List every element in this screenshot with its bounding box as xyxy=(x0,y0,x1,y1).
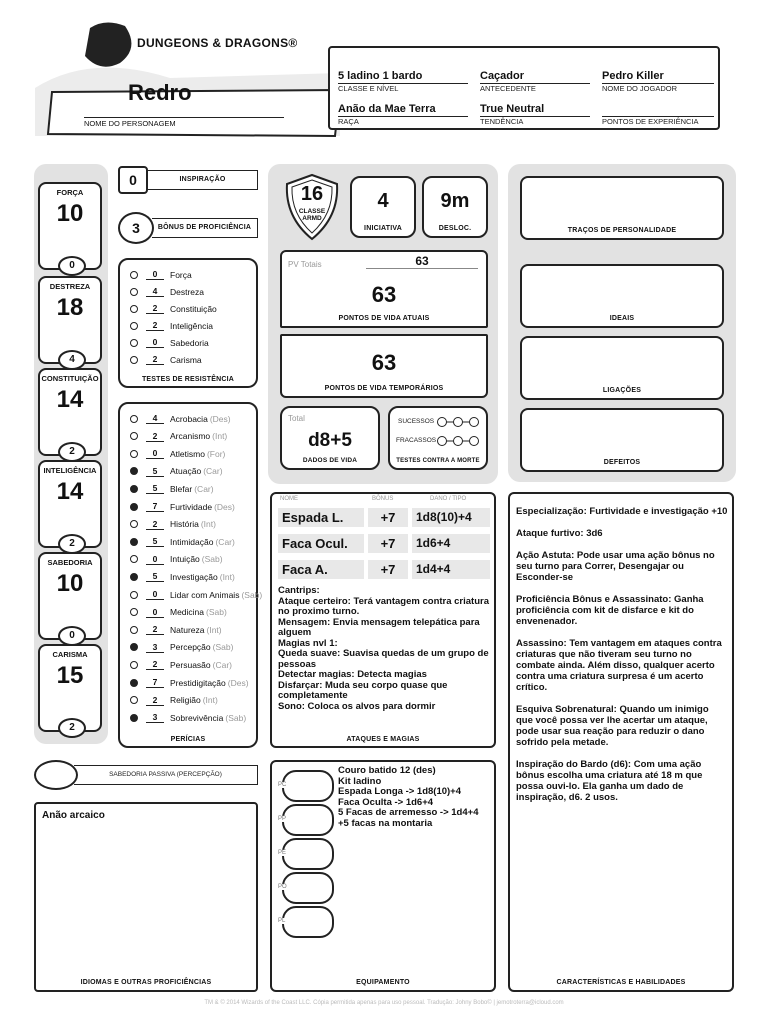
attack-name[interactable]: Espada L. xyxy=(278,508,364,527)
footer-text: TM & © 2014 Wizards of the Coast LLC. Cópia permitida apenas para uso pessoal. Tradução: Johny Bobo© | jemotroterra@icloud.com xyxy=(204,1000,564,1006)
skills-title: PERÍCIAS xyxy=(170,736,206,743)
skill-value: 5 xyxy=(146,483,164,494)
skill-value: 3 xyxy=(146,642,164,653)
ability-charisma[interactable] xyxy=(38,644,102,732)
coin-cp[interactable] xyxy=(278,770,334,802)
skill-ability: (Int) xyxy=(202,695,218,706)
saving-throw-value: 2 xyxy=(146,320,164,331)
hit-points-temporary[interactable] xyxy=(280,334,488,398)
skill-name: Prestidigitação xyxy=(170,677,226,688)
inspiration-label: INSPIRAÇÃO xyxy=(148,170,258,190)
equipment-text[interactable]: Couro batido 12 (des) Kit ladino Espada Longa -> 1d8(10)+4 Faca Oculta -> 1d6+4 5 Facas de arremesso -> 1d4+4 +5 facas na montaria xyxy=(338,765,479,829)
languages-text[interactable]: Anão arcaico xyxy=(42,810,105,821)
skill-value: 2 xyxy=(146,695,164,706)
ability-modifier: 0 xyxy=(58,256,86,276)
ability-modifier: 0 xyxy=(58,626,86,646)
skill-row[interactable] xyxy=(120,604,256,621)
skill-row[interactable] xyxy=(120,516,256,533)
hp-temp-label: PONTOS DE VIDA TEMPORÁRIOS xyxy=(324,385,444,392)
inspiration-value[interactable]: 0 xyxy=(118,166,148,194)
skill-row[interactable] xyxy=(120,674,256,691)
attacks-col-bonus: BÔNUS xyxy=(372,496,394,502)
flaws[interactable] xyxy=(520,408,724,472)
proficiency-dot[interactable] xyxy=(130,322,138,330)
attack-damage[interactable]: 1d6+4 xyxy=(412,534,490,553)
proficiency-dot[interactable] xyxy=(130,467,138,475)
proficiency-dot[interactable] xyxy=(130,520,138,528)
ability-constitution[interactable] xyxy=(38,368,102,456)
ability-intelligence[interactable] xyxy=(38,460,102,548)
race-label: RAÇA xyxy=(338,116,468,126)
skill-value: 7 xyxy=(146,501,164,512)
features-traits[interactable] xyxy=(508,492,734,992)
armor-class-value[interactable]: 16 xyxy=(300,183,324,205)
saving-throw-name: Carisma xyxy=(170,354,202,365)
initiative-label: INICIATIVA xyxy=(364,225,402,232)
skill-value: 4 xyxy=(146,413,164,424)
skill-row[interactable] xyxy=(120,463,256,480)
skill-name: Religião xyxy=(170,695,201,706)
skill-name: Percepção xyxy=(170,642,211,653)
attack-bonus[interactable]: +7 xyxy=(368,560,408,579)
saving-throw-row[interactable] xyxy=(120,266,256,283)
skill-row[interactable] xyxy=(120,692,256,709)
character-name[interactable]: Redro xyxy=(128,80,192,105)
character-info-box xyxy=(328,46,720,130)
saving-throw-value: 4 xyxy=(146,286,164,297)
personality-traits[interactable] xyxy=(520,176,724,240)
skill-row[interactable] xyxy=(120,410,256,427)
saving-throw-name: Constituição xyxy=(170,303,217,314)
skill-name: Atletismo xyxy=(170,448,205,459)
attacks-col-name: NOME xyxy=(280,496,298,502)
proficiency-dot[interactable] xyxy=(130,643,138,651)
skill-value: 0 xyxy=(146,607,164,618)
ability-score[interactable]: 10 xyxy=(56,200,84,227)
passive-perception-label: SABEDORIA PASSIVA (PERCEPÇÃO) xyxy=(74,765,258,785)
skill-name: Medicina xyxy=(170,607,205,618)
skill-name: Persuasão xyxy=(170,659,211,670)
proficiency-dot[interactable] xyxy=(130,679,138,687)
bonds-label: LIGAÇÕES xyxy=(602,387,642,394)
proficiency-dot[interactable] xyxy=(130,714,138,722)
proficiency-dot[interactable] xyxy=(130,450,138,458)
ability-strength[interactable] xyxy=(38,182,102,270)
coin-label: PO xyxy=(278,884,287,890)
player-name-label: NOME DO JOGADOR xyxy=(602,83,714,93)
skill-row[interactable] xyxy=(120,445,256,462)
proficiency-dot[interactable] xyxy=(130,305,138,313)
skill-value: 0 xyxy=(146,448,164,459)
saving-throw-row[interactable] xyxy=(120,283,256,300)
skill-row[interactable] xyxy=(120,568,256,585)
ideals-label: IDEAIS xyxy=(609,315,635,322)
ability-label: INTELIGÊNCIA xyxy=(43,466,97,475)
skill-row[interactable] xyxy=(120,586,263,603)
hit-dice-label: DADOS DE VIDA xyxy=(302,457,358,464)
skill-row[interactable] xyxy=(120,621,256,638)
attack-damage[interactable]: 1d4+4 xyxy=(412,560,490,579)
skill-ability: (Des) xyxy=(227,677,249,688)
saving-throw-row[interactable] xyxy=(120,317,256,334)
attack-bonus[interactable]: +7 xyxy=(368,508,408,527)
attack-name[interactable]: Faca Ocul. xyxy=(278,534,364,553)
passive-perception xyxy=(34,760,258,790)
skill-row[interactable] xyxy=(120,709,256,726)
skill-ability: (Int) xyxy=(206,624,222,635)
coin-pp[interactable] xyxy=(278,906,334,938)
hp-current-label: PONTOS DE VIDA ATUAIS xyxy=(338,315,430,322)
hp-max-label: PV Totais xyxy=(288,260,322,269)
ability-score[interactable]: 18 xyxy=(56,294,84,321)
ability-score[interactable]: 14 xyxy=(56,386,84,413)
player-name[interactable]: Pedro Killer xyxy=(602,70,664,82)
proficiency-dot[interactable] xyxy=(130,626,138,634)
saving-throw-name: Inteligência xyxy=(170,320,214,331)
saving-throw-value: 2 xyxy=(146,354,164,365)
coin-sp[interactable] xyxy=(278,804,334,836)
saving-throws-title: TESTES DE RESISTÊNCIA xyxy=(141,376,235,383)
ability-label: FORÇA xyxy=(56,188,84,197)
skill-name: Investigação xyxy=(170,571,218,582)
xp-label: PONTOS DE EXPERIÊNCIA xyxy=(602,116,714,126)
skill-value: 2 xyxy=(146,431,164,442)
death-saves-label: TESTES CONTRA A MORTE xyxy=(396,458,480,464)
skill-name: Atuação xyxy=(170,466,202,477)
skill-name: Blefar xyxy=(170,483,193,494)
saving-throw-row[interactable] xyxy=(120,334,256,351)
skill-value: 2 xyxy=(146,624,164,635)
death-save-success-checkboxes[interactable] xyxy=(436,416,480,428)
ability-modifier: 2 xyxy=(58,718,86,738)
proficiency-bonus xyxy=(118,212,258,244)
death-saves-success-label: SUCESSOS xyxy=(398,418,435,425)
skill-ability: (Int) xyxy=(200,519,216,530)
proficiency-dot[interactable] xyxy=(130,573,138,581)
skill-ability: (Sab) xyxy=(241,589,263,600)
features-text[interactable]: Especialização: Furtividade e investigação +10 Ataque furtivo: 3d6 Ação Astuta: Pode usar uma ação bônus no seu turno para Correr, Desengajar ou Esconder-se Proficiência Bônus e Assassinato: Ganha proficiência com kit de disfarce e kit do envenenador. Assassino: Tem vantagem em ataques contra criaturas que não tiveram seu turno no combate ainda. Além disso, qualquer acerto contra uma criatura surpresa é um acerto crítico. Esquiva Sobrenatural: Quando um inimigo que você possa ver lhe acertar um ataque, pode usar sua reação para reduzir o dano sofrido pela metade. Inspiração do Bardo (d6): Com uma ação bônus escolha uma criatura até 18 m que possa ouvi-lo. Ela ganha um dado de inspiração, d6. 2 usos. xyxy=(516,506,728,803)
hit-dice[interactable] xyxy=(280,406,380,470)
coin-ep[interactable] xyxy=(278,838,334,870)
race[interactable]: Anão da Mae Terra xyxy=(338,103,436,115)
coin-gp[interactable] xyxy=(278,872,334,904)
saving-throw-name: Força xyxy=(170,269,192,280)
skill-row[interactable] xyxy=(120,498,256,515)
passive-perception-value[interactable] xyxy=(34,760,78,790)
speed-value[interactable]: 9m xyxy=(440,190,470,212)
skill-ability: (Int) xyxy=(212,431,228,442)
saving-throw-row[interactable] xyxy=(120,351,256,368)
skill-row[interactable] xyxy=(120,551,256,568)
skill-value: 7 xyxy=(146,677,164,688)
saving-throws xyxy=(118,258,258,388)
ability-label: CONSTITUIÇÃO xyxy=(41,374,99,383)
skill-name: Intuição xyxy=(170,554,200,565)
ideals[interactable] xyxy=(520,264,724,328)
skill-name: Lidar com Animais xyxy=(170,589,240,600)
saving-throw-row[interactable] xyxy=(120,300,256,317)
skill-value: 5 xyxy=(146,466,164,477)
features-label: CARACTERÍSTICAS E HABILIDADES xyxy=(556,979,686,986)
ability-wisdom[interactable] xyxy=(38,552,102,640)
character-name-label: NOME DO PERSONAGEM xyxy=(84,117,284,128)
saving-throw-value: 0 xyxy=(146,337,164,348)
ability-modifier: 2 xyxy=(58,442,86,462)
proficiency-dot[interactable] xyxy=(130,356,138,364)
flaws-label: DEFEITOS xyxy=(603,459,641,466)
hit-points-current[interactable] xyxy=(280,250,488,328)
proficiency-dot[interactable] xyxy=(130,415,138,423)
skill-name: Sobrevivência xyxy=(170,712,224,723)
proficiency-dot[interactable] xyxy=(130,503,138,511)
skill-ability: (Car) xyxy=(212,659,232,670)
ability-label: DESTREZA xyxy=(49,282,91,291)
ability-score[interactable]: 10 xyxy=(56,570,84,597)
proficiency-dot[interactable] xyxy=(130,432,138,440)
skill-row[interactable] xyxy=(120,656,256,673)
proficiency-dot[interactable] xyxy=(130,555,138,563)
ability-label: SABEDORIA xyxy=(47,558,93,567)
proficiency-dot[interactable] xyxy=(130,485,138,493)
skill-row[interactable] xyxy=(120,639,256,656)
skill-value: 3 xyxy=(146,712,164,723)
proficiency-dot[interactable] xyxy=(130,608,138,616)
skill-name: Arcanismo xyxy=(170,431,211,442)
skill-ability: (Int) xyxy=(219,571,235,582)
skill-ability: (Sab) xyxy=(225,712,247,723)
skill-ability: (Car) xyxy=(215,536,235,547)
coin-label: PP xyxy=(278,816,287,822)
attacks-col-damage: DANO / TIPO xyxy=(430,496,467,502)
death-saves-fail-label: FRACASSOS xyxy=(396,437,437,444)
coin-label: PC xyxy=(278,782,287,788)
saving-throw-value: 2 xyxy=(146,303,164,314)
alignment[interactable]: True Neutral xyxy=(480,103,545,115)
coin-label: PL xyxy=(278,918,286,924)
skill-value: 5 xyxy=(146,536,164,547)
skill-ability: (Des) xyxy=(209,413,231,424)
skill-ability: (For) xyxy=(206,448,226,459)
initiative-value[interactable]: 4 xyxy=(377,190,389,212)
coin-label: PE xyxy=(278,850,287,856)
proficiency-dot[interactable] xyxy=(130,271,138,279)
background-label: ANTECEDENTE xyxy=(480,83,590,93)
skill-row[interactable] xyxy=(120,533,256,550)
proficiency-label: BÔNUS DE PROFICIÊNCIA xyxy=(152,218,258,238)
skill-ability: (Des) xyxy=(214,501,235,512)
proficiency-dot[interactable] xyxy=(130,288,138,296)
bonds[interactable] xyxy=(520,336,724,400)
initiative[interactable] xyxy=(350,176,416,238)
skill-name: Natureza xyxy=(170,624,205,635)
saving-throw-value: 0 xyxy=(146,269,164,280)
proficiency-dot[interactable] xyxy=(130,538,138,546)
saving-throw-name: Sabedoria xyxy=(170,337,209,348)
hp-temp-value[interactable]: 63 xyxy=(371,350,397,375)
proficiency-dot[interactable] xyxy=(130,339,138,347)
hit-dice-value[interactable]: d8+5 xyxy=(308,430,352,451)
attacks-spells xyxy=(270,492,496,748)
skill-name: Intimidação xyxy=(170,536,214,547)
proficiency-value[interactable]: 3 xyxy=(118,212,154,244)
skill-ability: (Sab) xyxy=(206,607,227,618)
skill-name: Acrobacia xyxy=(170,413,208,424)
skill-name: História xyxy=(170,519,199,530)
death-save-fail-checkboxes[interactable] xyxy=(436,435,480,447)
ability-label: CARISMA xyxy=(52,650,88,659)
skill-ability: (Car) xyxy=(194,483,214,494)
class-level-label: CLASSE E NÍVEL xyxy=(338,83,468,93)
saving-throw-name: Destreza xyxy=(170,286,205,297)
ability-modifier: 4 xyxy=(58,350,86,370)
skill-ability: (Car) xyxy=(203,466,223,477)
proficiency-dot[interactable] xyxy=(130,696,138,704)
skills xyxy=(118,402,263,748)
inspiration xyxy=(118,166,258,194)
proficiency-dot[interactable] xyxy=(130,591,138,599)
skill-value: 2 xyxy=(146,519,164,530)
death-saves xyxy=(388,406,488,470)
proficiency-dot[interactable] xyxy=(130,661,138,669)
skill-ability: (Sab) xyxy=(201,554,223,565)
dragon-logo-icon xyxy=(85,22,131,66)
speed-label: DESLOC. xyxy=(438,225,472,232)
equipment-label: EQUIPAMENTO xyxy=(356,979,410,986)
attacks-label: ATAQUES E MAGIAS xyxy=(346,736,420,743)
alignment-label: TENDÊNCIA xyxy=(480,116,590,126)
skill-ability: (Sab) xyxy=(212,642,234,653)
skill-value: 2 xyxy=(146,659,164,670)
logo-text: DUNGEONS & DRAGONS® xyxy=(137,36,298,50)
skill-value: 0 xyxy=(146,589,164,600)
ability-dexterity[interactable] xyxy=(38,276,102,364)
attack-damage[interactable]: 1d8(10)+4 xyxy=(412,508,490,527)
ability-score[interactable]: 15 xyxy=(56,662,84,689)
languages-proficiencies[interactable] xyxy=(34,802,258,992)
ability-score[interactable]: 14 xyxy=(56,478,84,505)
attack-bonus[interactable]: +7 xyxy=(368,534,408,553)
skill-row[interactable] xyxy=(120,480,256,497)
skill-name: Furtividade xyxy=(170,501,213,512)
skill-value: 5 xyxy=(146,571,164,582)
armor-class-label: CLASSE ARMD xyxy=(298,208,326,222)
attack-name[interactable]: Faca A. xyxy=(278,560,364,579)
class-level[interactable]: 5 ladino 1 bardo xyxy=(338,70,423,82)
hp-current-value[interactable]: 63 xyxy=(371,282,397,307)
skill-row[interactable] xyxy=(120,428,256,445)
languages-label: IDIOMAS E OUTRAS PROFICIÊNCIAS xyxy=(80,979,212,986)
speed[interactable] xyxy=(422,176,488,238)
background[interactable]: Caçador xyxy=(480,70,525,82)
hit-dice-total-label: Total xyxy=(288,414,305,423)
attacks-notes[interactable]: Cantrips: Ataque certeiro: Terá vantagem contra criatura no proximo turno. Mensagem: Envia mensagem telepática para alguem Magias nvl 1: Queda suave: Suavisa quedas de um grupo de pessoas Detectar magias: Detecta magias Disfarçar: Muda seu corpo quase que completamente Sono: Coloca os alvos para dormir xyxy=(278,585,490,712)
hp-max-value[interactable]: 63 xyxy=(366,254,478,269)
ability-modifier: 2 xyxy=(58,534,86,554)
skill-value: 0 xyxy=(146,554,164,565)
personality-traits-label: TRAÇOS DE PERSONALIDADE xyxy=(567,227,677,234)
